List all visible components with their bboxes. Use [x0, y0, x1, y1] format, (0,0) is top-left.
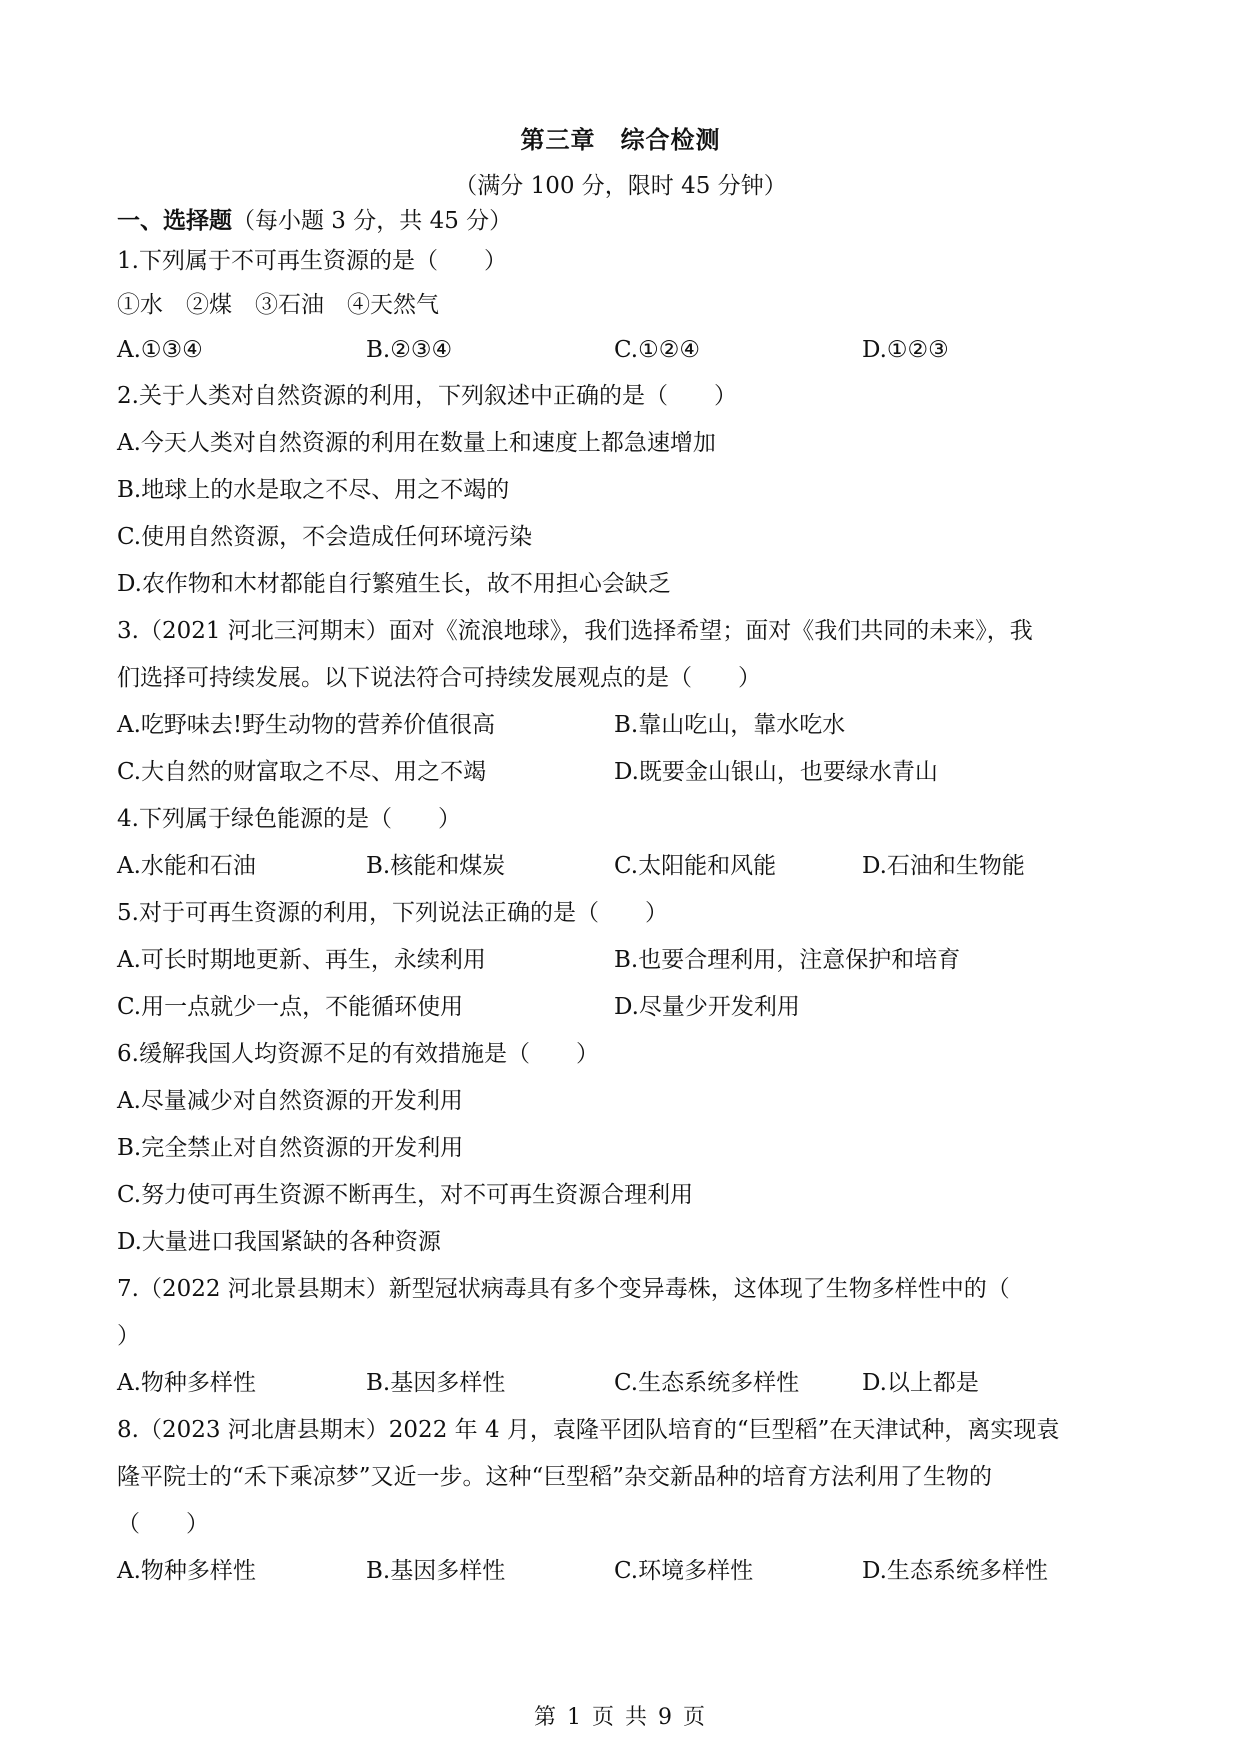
q8-option-c: C.环境多样性 — [614, 1558, 754, 1584]
q8-stem-line3: （ ） — [117, 1511, 209, 1537]
q6-option-b: B.完全禁止对自然资源的开发利用 — [117, 1135, 464, 1161]
q7-stem-line1: 7.（2022 河北景县期末）新型冠状病毒具有多个变异毒株，这体现了生物多样性中的（ — [117, 1276, 1010, 1302]
q2-stem: 2.关于人类对自然资源的利用，下列叙述中正确的是（ ） — [117, 383, 737, 409]
section-head: 一、选择题 — [117, 207, 232, 234]
q6-option-c: C.努力使可再生资源不断再生，对不可再生资源合理利用 — [117, 1182, 694, 1208]
q4-stem: 4.下列属于绿色能源的是（ ） — [117, 806, 461, 832]
q3-option-d: D.既要金山银山，也要绿水青山 — [614, 759, 938, 785]
q3-stem-line1: 3.（2021 河北三河期末）面对《流浪地球》，我们选择希望；面对《我们共同的未来》，我 — [117, 618, 1033, 644]
page-footer: 第 1 页 共 9 页 — [534, 1705, 707, 1730]
q8-option-b: B.基因多样性 — [366, 1558, 506, 1584]
q8-stem-line2: 隆平院士的“禾下乘凉梦”又近一步。这种“巨型稻”杂交新品种的培育方法利用了生物的 — [117, 1464, 993, 1490]
q4-option-b: B.核能和煤炭 — [366, 853, 506, 879]
q1-stem: 1.下列属于不可再生资源的是（ ） — [117, 248, 507, 274]
q5-stem: 5.对于可再生资源的利用，下列说法正确的是（ ） — [117, 900, 668, 926]
q6-option-a: A.尽量减少对自然资源的开发利用 — [117, 1088, 463, 1114]
q1-option-b: B.②③④ — [366, 337, 453, 363]
q6-option-d: D.大量进口我国紧缺的各种资源 — [117, 1229, 441, 1255]
q3-option-a: A.吃野味去!野生动物的营养价值很高 — [117, 712, 496, 738]
q5-option-a: A.可长时期地更新、再生，永续利用 — [117, 947, 486, 973]
q7-option-a: A.物种多样性 — [117, 1370, 256, 1396]
q7-stem-line2: ） — [117, 1323, 140, 1349]
q2-option-b: B.地球上的水是取之不尽、用之不竭的 — [117, 477, 510, 503]
q8-option-a: A.物种多样性 — [117, 1558, 256, 1584]
q3-stem-line2: 们选择可持续发展。以下说法符合可持续发展观点的是（ ） — [117, 665, 761, 691]
q3-option-c: C.大自然的财富取之不尽、用之不竭 — [117, 759, 487, 785]
q2-option-c: C.使用自然资源，不会造成任何环境污染 — [117, 524, 533, 550]
section-note: （每小题 3 分，共 45 分） — [232, 208, 513, 234]
q4-option-d: D.石油和生物能 — [862, 853, 1025, 879]
q3-option-b: B.靠山吃山，靠水吃水 — [614, 712, 846, 738]
q2-option-d: D.农作物和木材都能自行繁殖生长，故不用担心会缺乏 — [117, 571, 671, 597]
q1-items: ①水 ②煤 ③石油 ④天然气 — [117, 292, 439, 318]
q2-option-a: A.今天人类对自然资源的利用在数量上和速度上都急速增加 — [117, 430, 716, 456]
page-title: 第三章 综合检测 — [520, 125, 721, 154]
q1-option-a: A.①③④ — [117, 337, 203, 363]
q8-stem-line1: 8.（2023 河北唐县期末）2022 年 4 月，袁隆平团队培育的“巨型稻”在天津试种，离实现袁 — [117, 1417, 1060, 1443]
q5-option-c: C.用一点就少一点，不能循环使用 — [117, 994, 464, 1020]
q5-option-d: D.尽量少开发利用 — [614, 994, 800, 1020]
q1-option-d: D.①②③ — [862, 337, 949, 363]
q7-option-b: B.基因多样性 — [366, 1370, 506, 1396]
page-subtitle: （满分 100 分，限时 45 分钟） — [454, 173, 787, 199]
q6-stem: 6.缓解我国人均资源不足的有效措施是（ ） — [117, 1041, 599, 1067]
q5-option-b: B.也要合理利用，注意保护和培育 — [614, 947, 961, 973]
q1-option-c: C.①②④ — [614, 337, 700, 363]
q7-option-c: C.生态系统多样性 — [614, 1370, 800, 1396]
q4-option-c: C.太阳能和风能 — [614, 853, 777, 879]
q7-option-d: D.以上都是 — [862, 1370, 979, 1396]
q8-option-d: D.生态系统多样性 — [862, 1558, 1048, 1584]
section-heading — [117, 206, 512, 236]
q4-option-a: A.水能和石油 — [117, 853, 256, 879]
